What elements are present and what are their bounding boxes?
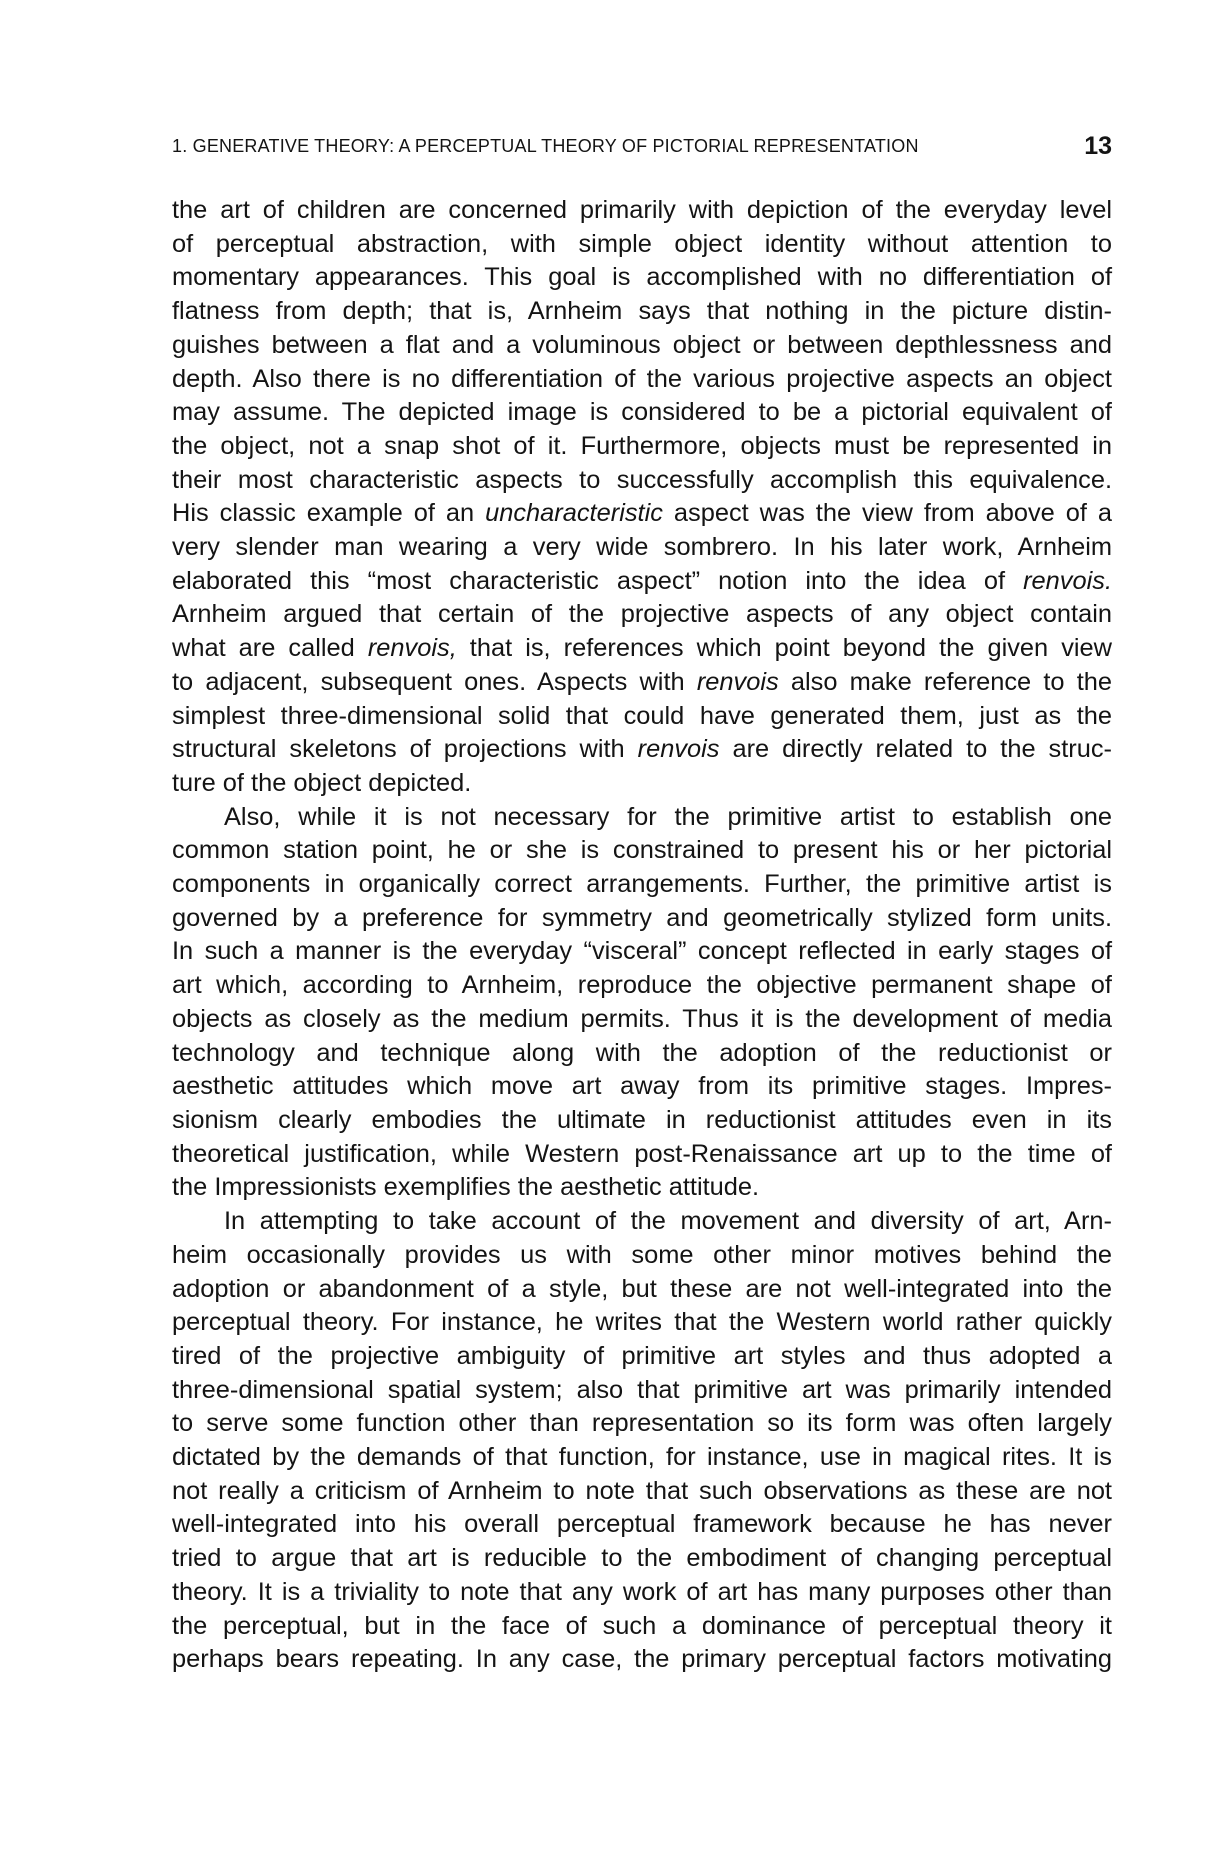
text-line: [172, 801, 1112, 835]
text-segment: not really a criticism of Arnheim to note that such observations as these are not: [172, 1476, 1112, 1505]
text-segment: theory. It is a triviality to note that any work of art has many purposes other than: [172, 1577, 1112, 1606]
text-line: [172, 1171, 1112, 1205]
text-line: [172, 1542, 1112, 1576]
text-line: [172, 497, 1112, 531]
text-segment: ture of the object depicted.: [172, 768, 472, 797]
text-segment: three-dimensional spatial system; also that primitive art was primarily intended: [172, 1375, 1112, 1404]
text-segment: very slender man wearing a very wide sombrero. In his later work, Arnheim: [172, 533, 1112, 562]
text-segment: to adjacent, subsequent ones. Aspects with: [172, 667, 697, 696]
running-header: [172, 132, 1112, 160]
page-number: 13: [1084, 132, 1112, 160]
text-line: [172, 1003, 1112, 1037]
text-segment: technology and technique along with the adoption of the reductionist or: [172, 1038, 1112, 1067]
body-text: [172, 194, 1112, 1677]
text-segment: what are called: [172, 634, 368, 663]
text-segment: may assume. The depicted image is considered to be a pictorial equivalent of: [172, 398, 1112, 427]
text-segment: are directly related to the struc-: [719, 735, 1113, 764]
text-segment: heim occasionally provides us with some other minor motives behind the: [172, 1240, 1112, 1269]
text-line: [172, 1643, 1112, 1677]
text-segment: guishes between a flat and a voluminous object or between depthlessness and: [172, 330, 1112, 359]
text-line: [172, 700, 1112, 734]
text-segment: theoretical justification, while Western post-Renaissance art up to the time of: [172, 1139, 1112, 1168]
text-line: [172, 1508, 1112, 1542]
text-line: [172, 767, 1112, 801]
text-segment: the Impressionists exemplifies the aesthetic attitude.: [172, 1173, 760, 1202]
italic-text: renvois: [696, 667, 779, 696]
text-line: [172, 531, 1112, 565]
text-segment: art which, according to Arnheim, reproduce the objective permanent shape of: [172, 971, 1112, 1000]
text-line: [172, 1374, 1112, 1408]
text-line: [172, 1037, 1112, 1071]
running-title: 1. GENERATIVE THEORY: A PERCEPTUAL THEORY OF PICTORIAL REPRESENTATION: [172, 136, 919, 156]
text-line: [172, 935, 1112, 969]
text-line: [172, 834, 1112, 868]
text-line: [172, 261, 1112, 295]
text-segment: His classic example of an: [172, 499, 486, 528]
text-line: [172, 1070, 1112, 1104]
text-line: [172, 1475, 1112, 1509]
text-segment: In attempting to take account of the movement and diversity of art, Arn-: [224, 1207, 1112, 1236]
text-line: [172, 733, 1112, 767]
text-segment: elaborated this “most characteristic aspect” notion into the idea of: [172, 566, 1024, 595]
text-line: [172, 295, 1112, 329]
text-segment: to serve some function other than representation so its form was often largely: [172, 1409, 1112, 1438]
text-segment: tried to argue that art is reducible to the embodiment of changing perceptual: [172, 1544, 1112, 1573]
italic-text: uncharacteristic: [485, 499, 663, 528]
text-line: [172, 329, 1112, 363]
text-segment: aspect was the view from above of a: [662, 499, 1112, 528]
text-segment: objects as closely as the medium permits. Thus it is the development of media: [172, 1004, 1112, 1033]
text-line: [172, 1576, 1112, 1610]
paragraph: [172, 801, 1112, 1205]
text-line: [172, 1610, 1112, 1644]
text-segment: perceptual theory. For instance, he writes that the Western world rather quickly: [172, 1308, 1112, 1337]
text-line: [172, 228, 1112, 262]
text-segment: dictated by the demands of that function, for instance, use in magical rites. It is: [172, 1443, 1112, 1472]
text-segment: that is, references which point beyond the given view: [456, 634, 1112, 663]
text-line: [172, 969, 1112, 1003]
text-segment: adoption or abandonment of a style, but these are not well-integrated into the: [172, 1274, 1112, 1303]
text-segment: Arnheim argued that certain of the projective aspects of any object contain: [172, 600, 1112, 629]
text-segment: depth. Also there is no differentiation of the various projective aspects an object: [172, 364, 1112, 393]
text-segment: simplest three-dimensional solid that could have generated them, just as the: [172, 701, 1112, 730]
text-segment: momentary appearances. This goal is accomplished with no differentiation of: [172, 263, 1112, 292]
text-segment: the art of children are concerned primarily with depiction of the everyday level: [172, 196, 1112, 224]
text-segment: flatness from depth; that is, Arnheim says that nothing in the picture distin-: [172, 297, 1112, 326]
text-segment: the perceptual, but in the face of such a dominance of perceptual theory it: [172, 1611, 1112, 1640]
paragraph: [172, 1205, 1112, 1677]
text-line: [172, 1340, 1112, 1374]
text-segment: well-integrated into his overall perceptual framework because he has never: [172, 1510, 1112, 1539]
text-line: [172, 666, 1112, 700]
text-segment: structural skeletons of projections with: [172, 735, 638, 764]
text-line: [172, 464, 1112, 498]
text-segment: components in organically correct arrangements. Further, the primitive artist is: [172, 870, 1112, 899]
text-line: [172, 1407, 1112, 1441]
text-line: [172, 868, 1112, 902]
text-segment: aesthetic attitudes which move art away from its primitive stages. Impres-: [172, 1072, 1112, 1101]
text-line: [172, 1441, 1112, 1475]
text-line: [172, 430, 1112, 464]
text-segment: Also, while it is not necessary for the primitive artist to establish one: [224, 802, 1112, 831]
text-line: [172, 194, 1112, 228]
text-line: [172, 632, 1112, 666]
text-segment: sionism clearly embodies the ultimate in reductionist attitudes even in its: [172, 1105, 1112, 1134]
text-line: [172, 565, 1112, 599]
text-segment: also make reference to the: [778, 667, 1112, 696]
text-segment: tired of the projective ambiguity of primitive art styles and thus adopted a: [172, 1341, 1112, 1370]
text-segment: the object, not a snap shot of it. Furthermore, objects must be represented in: [172, 431, 1112, 460]
text-segment: common station point, he or she is constrained to present his or her pictorial: [172, 836, 1112, 865]
italic-text: renvois.: [1023, 566, 1112, 595]
italic-text: renvois: [637, 735, 720, 764]
text-line: [172, 598, 1112, 632]
text-segment: In such a manner is the everyday “visceral” concept reflected in early stages of: [172, 937, 1112, 966]
text-segment: of perceptual abstraction, with simple object identity without attention to: [172, 229, 1112, 258]
text-segment: perhaps bears repeating. In any case, the primary perceptual factors motivating: [172, 1645, 1112, 1674]
text-segment: governed by a preference for symmetry and geometrically stylized form units.: [172, 903, 1112, 932]
text-line: [172, 1273, 1112, 1307]
paragraph: [172, 194, 1112, 801]
text-line: [172, 396, 1112, 430]
text-line: [172, 1239, 1112, 1273]
text-line: [172, 1138, 1112, 1172]
text-line: [172, 1306, 1112, 1340]
italic-text: renvois,: [367, 634, 457, 663]
text-line: [172, 363, 1112, 397]
text-line: [172, 1104, 1112, 1138]
text-segment: their most characteristic aspects to successfully accomplish this equivalence.: [172, 465, 1112, 494]
text-line: [172, 902, 1112, 936]
text-line: [172, 1205, 1112, 1239]
